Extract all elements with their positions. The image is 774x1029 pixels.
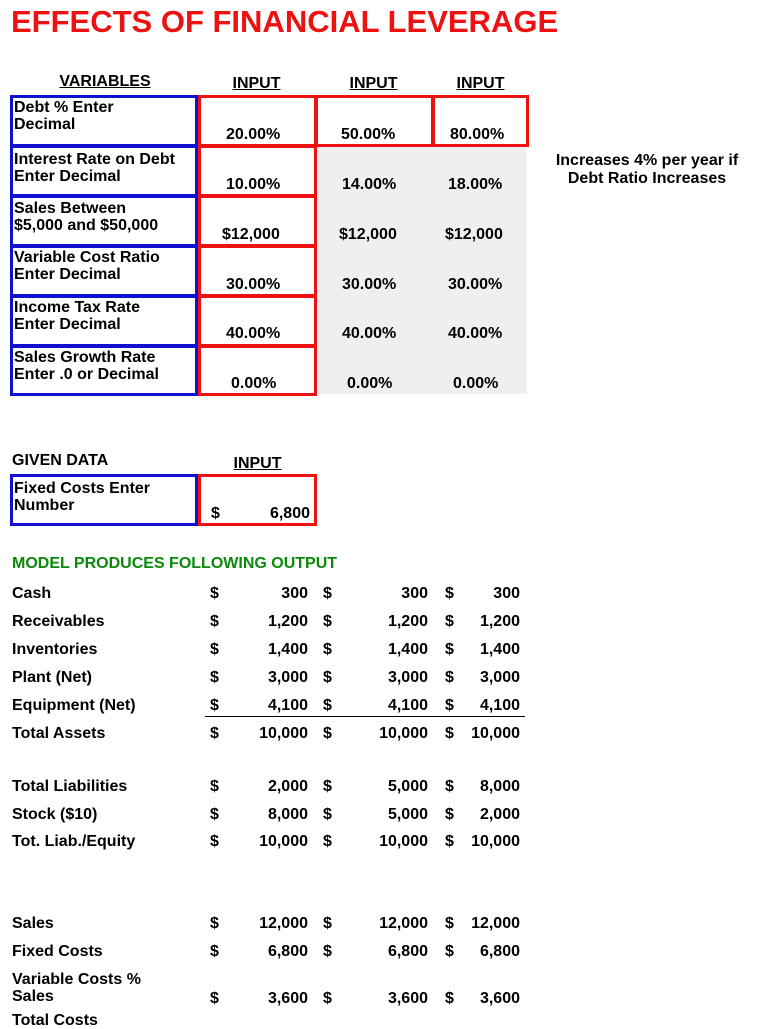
currency-symbol: $ [445, 990, 454, 1007]
output-header: MODEL PRODUCES FOLLOWING OUTPUT [12, 555, 338, 572]
growth-value-2: 0.00% [347, 375, 393, 392]
currency-symbol: $ [210, 641, 219, 658]
cell-value: 12,000 [471, 915, 520, 932]
total-underline [205, 716, 525, 717]
currency-symbol: $ [210, 585, 219, 602]
currency-symbol: $ [210, 915, 219, 932]
fixed-costs-label: Fixed Costs Enter Number [14, 480, 151, 514]
cell-value: 1,200 [479, 613, 520, 630]
currency-symbol: $ [445, 585, 454, 602]
row-label: Stock ($10) [12, 806, 98, 823]
varcost-value-2: 30.00% [342, 276, 397, 293]
cell-value: 2,000 [267, 778, 308, 795]
input-header-3: INPUT [456, 75, 505, 92]
currency-symbol: $ [323, 943, 332, 960]
cell-value: 1,400 [387, 641, 428, 658]
cell-value: 6,800 [479, 943, 520, 960]
currency-symbol: $ [210, 806, 219, 823]
fixed-costs-value[interactable]: 6,800 [269, 505, 310, 522]
cell-value: 5,000 [387, 806, 428, 823]
var-label-sales: Sales Between $5,000 and $50,000 [14, 200, 159, 234]
currency-symbol: $ [445, 915, 454, 932]
cell-value: 3,600 [267, 990, 308, 1007]
cell-value: 1,200 [267, 613, 308, 630]
cell-value: 5,000 [387, 778, 428, 795]
row-label: Tot. Liab./Equity [12, 833, 136, 850]
cell-value: 3,000 [479, 669, 520, 686]
cell-value: 1,200 [387, 613, 428, 630]
currency-symbol: $ [323, 641, 332, 658]
given-data-header: GIVEN DATA [12, 452, 109, 469]
given-input-header: INPUT [233, 455, 282, 472]
currency-symbol: $ [323, 806, 332, 823]
currency-symbol: $ [323, 669, 332, 686]
row-label: Cash [12, 585, 52, 602]
cell-value: 10,000 [259, 833, 308, 850]
cell-value: 4,100 [479, 697, 520, 714]
interest-value-3: 18.00% [448, 176, 503, 193]
cell-value: 10,000 [379, 833, 428, 850]
currency-symbol: $ [323, 778, 332, 795]
varcost-value-1[interactable]: 30.00% [226, 276, 281, 293]
currency-symbol: $ [323, 990, 332, 1007]
var-label-tax: Income Tax Rate Enter Decimal [14, 299, 140, 333]
currency-symbol: $ [445, 943, 454, 960]
row-label: Inventories [12, 641, 98, 658]
input-header-1: INPUT [232, 75, 281, 92]
row-label-total-costs: Total Costs [12, 1012, 98, 1029]
row-label: Fixed Costs [12, 943, 103, 960]
row-label: Total Assets [12, 725, 106, 742]
debt-value-3[interactable]: 80.00% [450, 126, 505, 143]
cell-value: 3,600 [479, 990, 520, 1007]
tax-value-1[interactable]: 40.00% [226, 325, 281, 342]
interest-value-2: 14.00% [342, 176, 397, 193]
cell-value: 12,000 [259, 915, 308, 932]
currency-symbol: $ [210, 613, 219, 630]
sales-value-2: $12,000 [339, 226, 397, 243]
cell-value: 4,100 [267, 697, 308, 714]
var-label-debt: Debt % Enter Decimal [14, 99, 114, 133]
interest-value-1[interactable]: 10.00% [226, 176, 281, 193]
var-label-growth: Sales Growth Rate Enter .0 or Decimal [14, 349, 159, 383]
debt-value-2[interactable]: 50.00% [341, 126, 396, 143]
sales-value-1[interactable]: $12,000 [222, 226, 280, 243]
currency-symbol: $ [210, 725, 219, 742]
row-label: Equipment (Net) [12, 697, 136, 714]
currency-symbol: $ [323, 725, 332, 742]
currency-symbol: $ [210, 833, 219, 850]
currency-symbol: $ [445, 697, 454, 714]
cell-value: 2,000 [479, 806, 520, 823]
cell-value: 3,000 [267, 669, 308, 686]
sales-value-3: $12,000 [445, 226, 503, 243]
currency-symbol: $ [323, 585, 332, 602]
tax-value-2: 40.00% [342, 325, 397, 342]
currency-symbol: $ [210, 990, 219, 1007]
currency-symbol: $ [323, 915, 332, 932]
currency-symbol: $ [445, 806, 454, 823]
growth-value-3: 0.00% [453, 375, 499, 392]
var-label-varcost: Variable Cost Ratio Enter Decimal [14, 249, 160, 283]
cell-value: 3,000 [387, 669, 428, 686]
currency-symbol: $ [445, 641, 454, 658]
currency-symbol: $ [210, 778, 219, 795]
cell-value: 300 [401, 585, 428, 602]
tax-value-3: 40.00% [448, 325, 503, 342]
cell-value: 6,800 [267, 943, 308, 960]
row-label: Plant (Net) [12, 669, 92, 686]
cell-value: 1,400 [267, 641, 308, 658]
cell-value: 3,600 [387, 990, 428, 1007]
currency-symbol: $ [323, 697, 332, 714]
variables-header: VARIABLES [59, 73, 151, 90]
cell-value: 10,000 [471, 833, 520, 850]
cell-value: 12,000 [379, 915, 428, 932]
interest-note: Increases 4% per year if Debt Ratio Increases [555, 152, 739, 187]
var-label-interest: Interest Rate on Debt Enter Decimal [14, 151, 175, 185]
row-label: Variable Costs % Sales [12, 971, 141, 1005]
cell-value: 300 [493, 585, 520, 602]
cell-value: 300 [281, 585, 308, 602]
cell-value: 10,000 [379, 725, 428, 742]
row-label: Sales [12, 915, 54, 932]
row-label: Total Liabilities [12, 778, 128, 795]
currency-symbol: $ [445, 725, 454, 742]
currency-symbol: $ [445, 833, 454, 850]
row-label: Receivables [12, 613, 105, 630]
debt-value-1[interactable]: 20.00% [226, 126, 281, 143]
cell-value: 10,000 [471, 725, 520, 742]
currency-symbol: $ [210, 669, 219, 686]
growth-value-1[interactable]: 0.00% [231, 375, 277, 392]
input-header-2: INPUT [349, 75, 398, 92]
varcost-value-3: 30.00% [448, 276, 503, 293]
cell-value: 6,800 [387, 943, 428, 960]
cell-value: 4,100 [387, 697, 428, 714]
currency-symbol: $ [323, 833, 332, 850]
currency-symbol: $ [445, 778, 454, 795]
cell-value: 10,000 [259, 725, 308, 742]
cell-value: 1,400 [479, 641, 520, 658]
currency-symbol: $ [210, 943, 219, 960]
currency-symbol: $ [323, 613, 332, 630]
currency-symbol: $ [445, 669, 454, 686]
cell-value: 8,000 [479, 778, 520, 795]
page-title: EFFECTS OF FINANCIAL LEVERAGE [11, 4, 559, 39]
fixed-costs-currency: $ [211, 505, 220, 522]
currency-symbol: $ [445, 613, 454, 630]
currency-symbol: $ [210, 697, 219, 714]
cell-value: 8,000 [267, 806, 308, 823]
